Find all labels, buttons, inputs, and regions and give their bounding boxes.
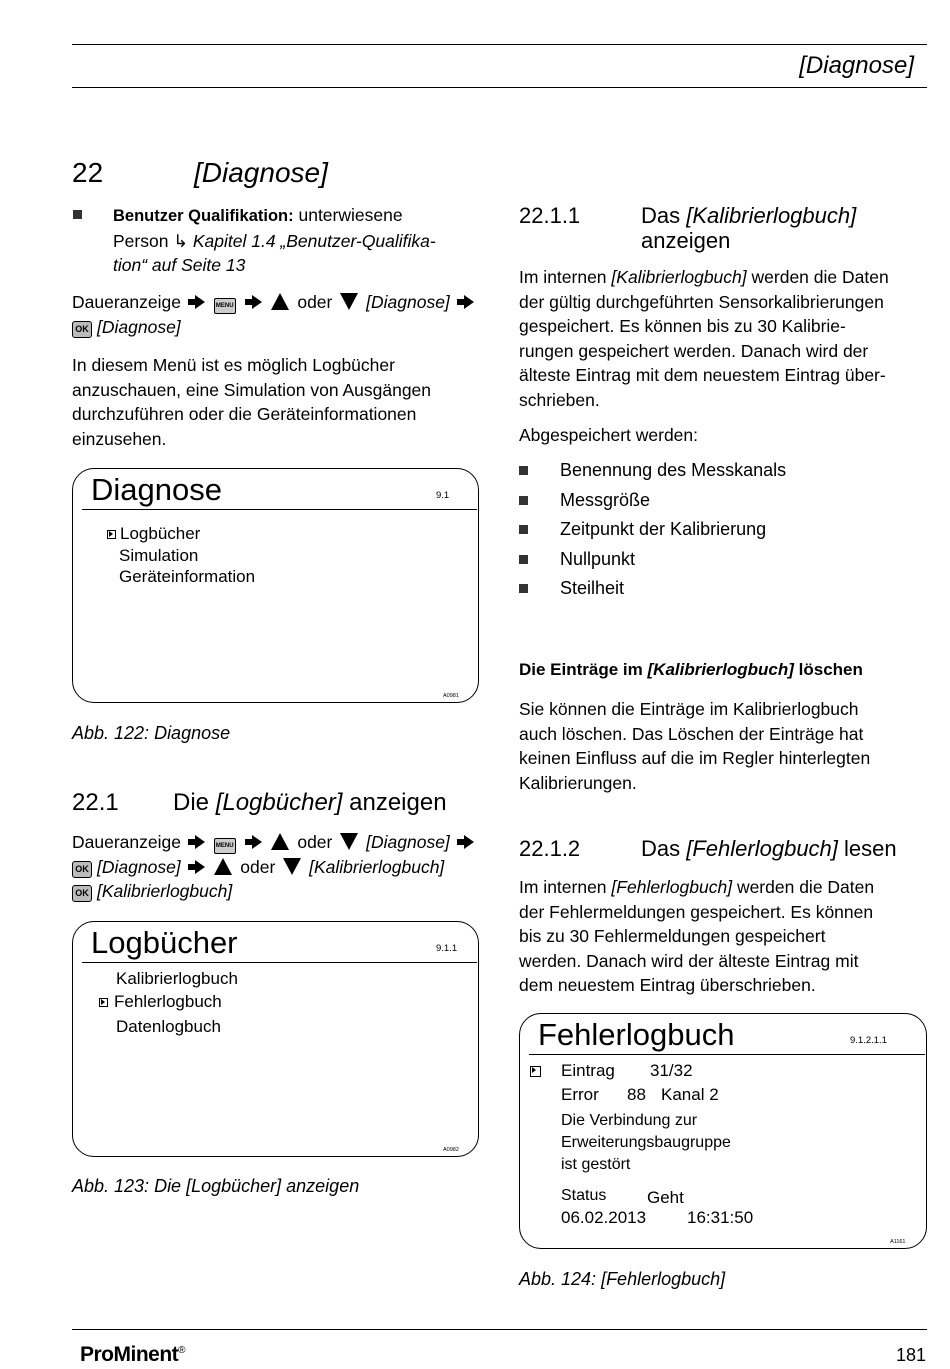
fehler-text: Im internen [Fehlerlogbuch] werden die Daten der Fehlermeldungen gespeichert. Es können bis zu 30 Fehlermeldungen gespeichert werden. Danach wird der älteste Eintrag mit dem neuestem Eintrag überschrieben. [519, 877, 875, 995]
error-message: Die Verbindung zur Erweiterungsbaugruppe ist gestört [561, 1112, 731, 1173]
screen-item-kalibrierlogbuch[interactable]: Kalibrierlogbuch [116, 969, 238, 988]
nav-item-diagnose: [Diagnose] [366, 292, 450, 312]
arrow-right-icon [245, 295, 262, 309]
section-22-1-number: 22.1 [72, 789, 119, 816]
qualification-link-cont[interactable]: tion“ auf Seite 13 [113, 255, 246, 275]
qualification-link[interactable]: Kapitel 1.4 „Benutzer-Qualifika- [192, 230, 436, 251]
intro-line: durchzuführen oder die Geräteinformationen [72, 404, 417, 424]
nav-item-diagnose-2: [Diagnose] [97, 316, 181, 337]
qualification-value: unterwiesene [298, 205, 403, 225]
saved-item: Benennung des Messkanals [519, 460, 919, 481]
intro-line: In diesem Menü ist es möglich Logbücher [72, 355, 395, 375]
section-22-1-2-number: 22.1.2 [519, 836, 581, 861]
screen-code: A0981 [443, 693, 459, 699]
screen-number: 9.1 [436, 490, 450, 501]
screen-item-simulation[interactable]: Simulation [119, 546, 199, 565]
down-key-icon [340, 293, 358, 310]
selection-cursor-icon [99, 998, 108, 1007]
kanal-value: Kanal 2 [661, 1085, 719, 1104]
figure-caption-122: Abb. 122: Diagnose [72, 723, 231, 743]
selection-cursor-icon [107, 530, 116, 539]
header-rule-bottom [72, 87, 927, 88]
section-22-1-1-title: Das [Kalibrierlogbuch] anzeigen [641, 203, 857, 253]
ok-key-icon: OK [72, 321, 92, 338]
screen-number: 9.1.1 [436, 943, 458, 954]
error-time: 16:31:50 [687, 1208, 754, 1227]
chapter-number: 22 [72, 157, 104, 188]
footer-rule [72, 1329, 927, 1330]
arrow-right-icon [245, 835, 262, 849]
nav-or: oder [297, 292, 333, 312]
intro-line: anzuschauen, eine Simulation von Ausgängen [72, 379, 432, 400]
down-key-icon [283, 858, 301, 875]
bullet-square-icon [73, 210, 82, 219]
screen-title: Logbücher [91, 925, 238, 960]
delete-heading: Die Einträge im [Kalibrierlogbuch] löschen [519, 660, 863, 679]
up-key-icon [271, 293, 289, 310]
header-title: [Diagnose] [799, 52, 914, 79]
qualification-block [72, 203, 492, 278]
fehlerlogbuch-screen [519, 1013, 927, 1249]
eintrag-label: Eintrag [561, 1061, 615, 1080]
bullet-square-icon [519, 496, 528, 505]
arrow-right-icon [188, 860, 205, 874]
screen-divider [529, 1054, 925, 1055]
nav-path-2: Daueranzeige MENU oder [Diagnose] OK [Diagnose] oder [Kalibrierlogbuch] OK [Kalibrierlogbuch] [72, 830, 502, 904]
section-22-1-title: Die [Logbücher] anzeigen [173, 789, 447, 816]
saved-item: Zeitpunkt der Kalibrierung [519, 519, 919, 540]
saved-item: Messgröße [519, 490, 919, 511]
figure-caption-123: Abb. 123: Die [Logbücher] anzeigen [72, 1176, 360, 1196]
down-key-icon [340, 833, 358, 850]
selection-cursor-icon [530, 1066, 541, 1077]
arrow-right-icon [188, 835, 205, 849]
bullet-square-icon [519, 555, 528, 564]
page-number: 181 [895, 1345, 926, 1365]
diagnose-screen [72, 468, 479, 703]
nav-path-1 [72, 290, 492, 339]
intro-line: einzusehen. [72, 428, 167, 449]
chapter-title: [Diagnose] [194, 157, 328, 188]
screen-item-fehlerlogbuch[interactable]: Fehlerlogbuch [99, 992, 222, 1012]
bullet-square-icon [519, 525, 528, 534]
eintrag-value: 31/32 [650, 1061, 693, 1080]
screen-item-datenlogbuch[interactable]: Datenlogbuch [116, 1017, 221, 1036]
menu-key-icon: MENU [214, 838, 236, 854]
status-label: Status [561, 1187, 607, 1204]
logbuecher-screen [72, 921, 479, 1157]
screen-title: Diagnose [91, 472, 222, 507]
bullet-square-icon [519, 466, 528, 475]
screen-divider [82, 962, 477, 963]
status-value: Geht [647, 1188, 684, 1207]
nav-start: Daueranzeige [72, 292, 181, 312]
error-date: 06.02.2013 [561, 1208, 647, 1227]
bullet-square-icon [519, 584, 528, 593]
delete-text: Sie können die Einträge im Kalibrierlogbuch auch löschen. Das Löschen der Einträge hat keinen Einfluss auf die im Regler hinterlegten Kalibrierungen. [519, 699, 871, 793]
link-arrow-icon: ↳ [173, 230, 188, 251]
screen-item-logbuecher[interactable]: Logbücher [107, 524, 200, 544]
screen-title: Fehlerlogbuch [538, 1017, 735, 1052]
screen-code: A0982 [443, 1147, 459, 1153]
error-value: 88 [627, 1085, 646, 1104]
intro-text [72, 353, 502, 451]
section-22-1-1-number: 22.1.1 [519, 203, 581, 228]
screen-number: 9.1.2.1.1 [850, 1035, 887, 1046]
menu-key-icon: MENU [214, 298, 236, 314]
section-22-1-2-title: Das [Fehlerlogbuch] lesen [641, 836, 897, 861]
prominent-logo: ProMinent® [80, 1343, 186, 1366]
arrow-right-icon [457, 295, 474, 309]
ok-key-icon: OK [72, 861, 92, 878]
screen-item-geraeteinfo[interactable]: Geräteinformation [119, 567, 256, 586]
arrow-right-icon [457, 835, 474, 849]
qualification-value2: Person [113, 230, 169, 251]
saved-label: Abgespeichert werden: [519, 425, 698, 445]
screen-divider [82, 509, 477, 510]
ok-key-icon: OK [72, 885, 92, 902]
arrow-right-icon [188, 295, 205, 309]
kalibrier-text: Im internen [Kalibrierlogbuch] werden die Daten der gültig durchgeführten Sensorkalibrierungen gespeichert. Es können bis zu 30 Kalibrie- rungen gespeichert werden. Danach wird der älteste Eintrag mit dem neuestem Eintrag über- schrieben. [519, 267, 889, 410]
error-label: Error [561, 1085, 599, 1104]
header-rule-top [72, 44, 927, 45]
saved-item: Steilheit [519, 578, 919, 599]
saved-item: Nullpunkt [519, 549, 919, 570]
figure-caption-124: Abb. 124: [Fehlerlogbuch] [519, 1269, 726, 1289]
up-key-icon [214, 858, 232, 875]
up-key-icon [271, 833, 289, 850]
screen-code: A1161 [890, 1239, 906, 1245]
qualification-label: Benutzer Qualifikation: [113, 207, 294, 225]
